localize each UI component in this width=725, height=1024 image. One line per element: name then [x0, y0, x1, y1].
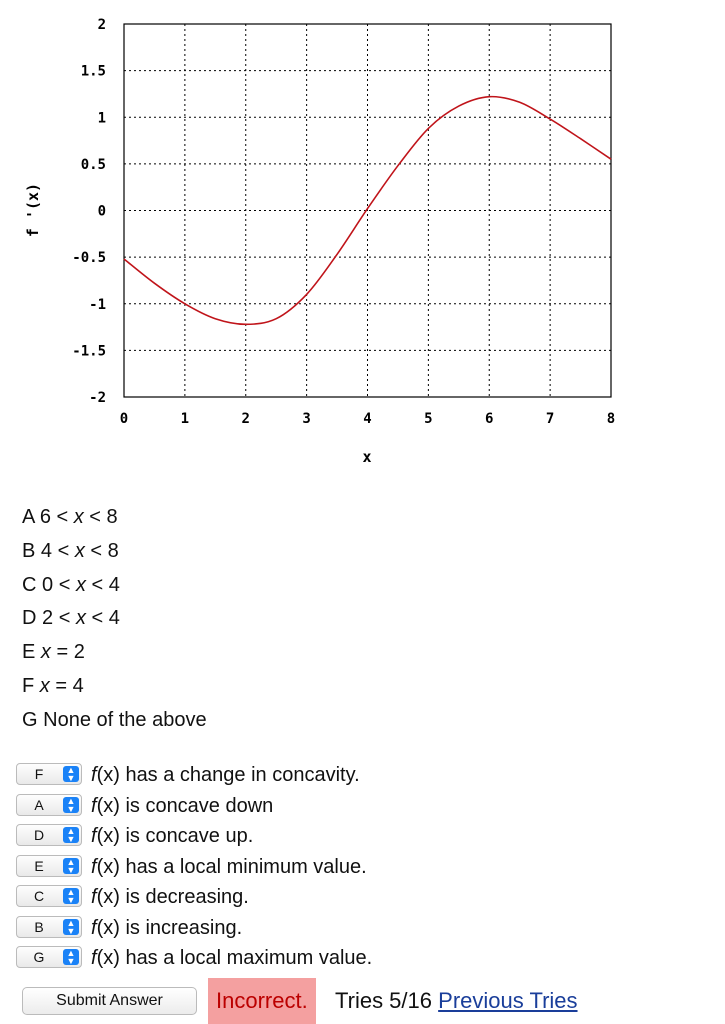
answer-select[interactable] — [16, 885, 82, 907]
y-tick-label: -1.5 — [72, 343, 106, 360]
select-value: B — [34, 918, 44, 935]
option-text: 0 < — [42, 573, 76, 596]
statement-description: (x) has a local minimum value. — [96, 855, 367, 878]
updown-chevron-icon: ▲ ▼ — [63, 858, 79, 874]
statement-row — [16, 914, 516, 942]
y-tick-label: 2 — [97, 17, 106, 33]
option-letter: C — [22, 573, 37, 596]
option-variable: x — [74, 539, 85, 562]
statement-text — [91, 853, 367, 881]
option-text-end: < 4 — [85, 573, 120, 596]
answer-select[interactable] — [16, 855, 82, 877]
answer-select[interactable] — [16, 824, 82, 846]
x-tick-label: 0 — [119, 411, 129, 427]
option-letter: D — [22, 607, 37, 630]
statement-description: (x) has a local maximum value. — [96, 947, 373, 969]
statement-description: (x) is increasing. — [96, 916, 243, 939]
statement-text — [91, 944, 372, 972]
option-letter: G — [22, 708, 38, 731]
function-name: f — [91, 825, 97, 847]
option-item — [22, 604, 207, 638]
statement-text — [91, 761, 360, 789]
y-axis-label: f '(x) — [24, 182, 42, 238]
statement-description: (x) has a change in concavity. — [96, 764, 360, 786]
option-text: 2 < — [42, 607, 76, 630]
updown-chevron-icon: ▲ ▼ — [63, 766, 79, 782]
option-variable: x — [73, 506, 84, 528]
select-value: E — [34, 857, 44, 874]
statement-row — [16, 853, 516, 881]
select-value: A — [34, 796, 44, 813]
select-value: F — [34, 766, 44, 782]
updown-chevron-icon: ▲ ▼ — [63, 919, 79, 935]
tries-count: Tries 5/16 — [335, 988, 433, 1013]
option-item — [22, 537, 207, 571]
function-name: f — [91, 855, 97, 878]
statement-text — [91, 822, 253, 850]
select-value: G — [33, 949, 45, 965]
statement-description: (x) is concave up. — [96, 825, 254, 847]
y-tick-label: 0.5 — [80, 156, 106, 173]
option-letter: A — [22, 506, 35, 528]
option-text-end: < 8 — [83, 506, 118, 528]
select-value: C — [33, 888, 45, 904]
derivative-chart — [0, 0, 725, 470]
statement-text — [91, 883, 249, 911]
option-text: 6 < — [39, 506, 74, 528]
option-letter: F — [22, 674, 35, 697]
statement-text — [91, 792, 273, 820]
option-text: None of the above — [43, 708, 207, 731]
updown-chevron-icon: ▲ ▼ — [63, 949, 79, 965]
updown-chevron-icon: ▲ ▼ — [63, 797, 79, 813]
option-letter: E — [22, 641, 36, 664]
option-item — [22, 571, 207, 605]
y-tick-label: 1.5 — [80, 63, 106, 80]
answer-select[interactable] — [16, 916, 82, 938]
statement-text — [91, 914, 242, 942]
x-tick-label: 4 — [363, 411, 372, 427]
y-tick-label: -1 — [89, 296, 106, 313]
x-tick-label: 6 — [485, 411, 494, 427]
function-name: f — [91, 947, 97, 969]
x-tick-label: 8 — [606, 411, 616, 427]
submit-answer-button[interactable]: Submit Answer — [22, 987, 197, 1015]
previous-tries-link[interactable]: Previous Tries — [438, 988, 578, 1013]
option-text: 4 < — [40, 539, 75, 562]
option-item — [22, 503, 207, 537]
y-tick-label: 1 — [97, 110, 106, 127]
y-tick-label: -0.5 — [72, 250, 106, 267]
answer-select[interactable] — [16, 946, 82, 968]
x-tick-label: 1 — [180, 411, 190, 427]
answer-select[interactable] — [16, 763, 82, 785]
statement-row — [16, 761, 516, 789]
function-name: f — [91, 794, 97, 817]
statement-row — [16, 944, 516, 972]
option-letter: B — [22, 539, 36, 562]
x-tick-label: 7 — [545, 411, 555, 427]
tries-info — [335, 978, 578, 1024]
y-tick-label: -2 — [89, 390, 106, 406]
statement-row — [16, 822, 516, 850]
option-text-end: = 2 — [50, 641, 85, 664]
x-axis-label: x — [362, 448, 372, 466]
option-text-end: < 4 — [85, 607, 120, 630]
option-variable: x — [39, 674, 50, 697]
chart-grid — [124, 24, 611, 397]
y-tick-label: 0 — [97, 203, 106, 220]
option-variable: x — [75, 607, 86, 630]
option-text-end: = 4 — [49, 674, 84, 697]
status-badge: Incorrect. — [208, 978, 316, 1024]
option-item — [22, 706, 207, 740]
option-item — [22, 672, 207, 706]
option-item — [22, 638, 207, 672]
y-tick-labels — [72, 17, 106, 406]
option-variable: x — [75, 573, 86, 596]
statement-description: (x) is decreasing. — [96, 886, 249, 908]
x-tick-label: 5 — [424, 411, 433, 427]
option-variable: x — [40, 641, 51, 664]
updown-chevron-icon: ▲ ▼ — [63, 888, 79, 904]
answer-select[interactable] — [16, 794, 82, 816]
function-name: f — [91, 764, 97, 786]
option-text-end: < 8 — [84, 539, 119, 562]
updown-chevron-icon: ▲ ▼ — [63, 827, 79, 843]
x-tick-label: 3 — [302, 411, 311, 427]
statement-row — [16, 883, 516, 911]
statement-description: (x) is concave down — [96, 794, 274, 817]
x-tick-label: 2 — [241, 411, 250, 427]
statement-row — [16, 792, 516, 820]
function-name: f — [91, 916, 97, 939]
x-tick-labels — [120, 411, 615, 427]
select-value: D — [33, 827, 45, 843]
function-name: f — [91, 886, 97, 908]
answer-options-list — [22, 503, 207, 740]
